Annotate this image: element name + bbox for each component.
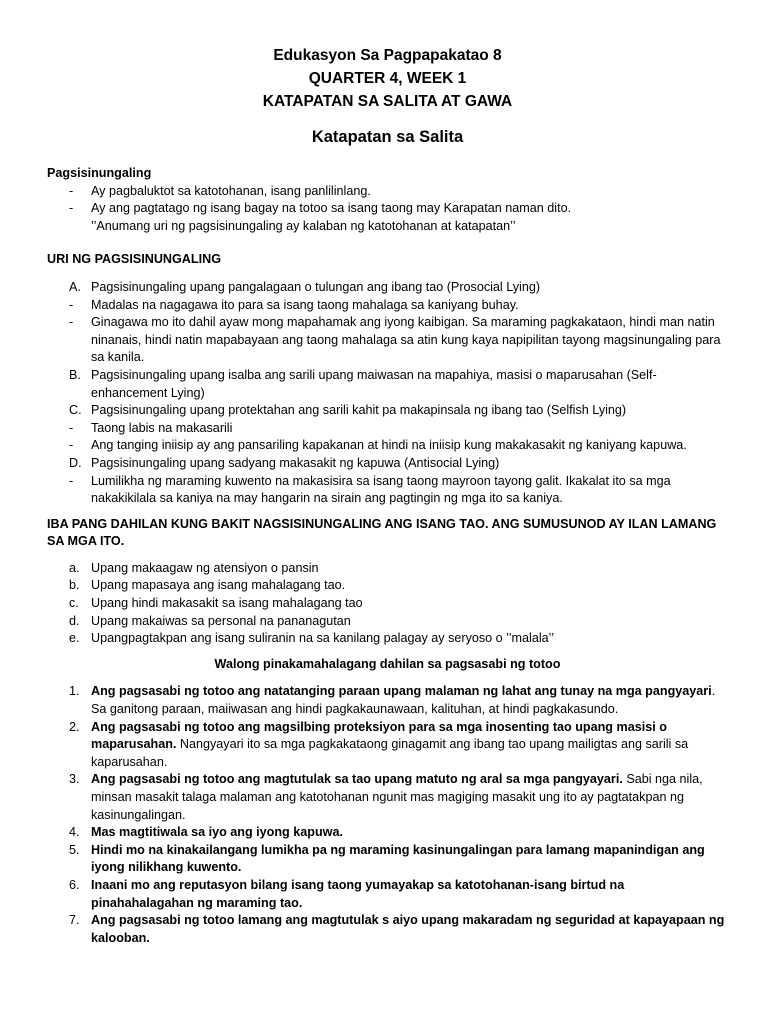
list-marker: - <box>69 473 74 488</box>
list-marker: - <box>69 420 74 435</box>
uri-section <box>47 251 728 507</box>
list-item-text: Lumilikha ng maraming kuwento na makasisira sa isang taong mayroon tayong galit. Ikakalat ito sa mga nakakikilala sa kaniya na may hangarin na sirain ang pagtingin ng mga ito sa kaniya. <box>91 473 671 506</box>
list-item-text: Ay pagbaluktot sa katotohanan, isang panlilinlang. <box>91 183 371 198</box>
list-item <box>47 420 728 438</box>
list-marker: c. <box>69 596 79 611</box>
list-item-text: Upang mapasaya ang isang mahalagang tao. <box>91 578 346 593</box>
list-item <box>47 577 728 595</box>
list-item-text: Ang pagsasabi ng totoo ang magsilbing proteksiyon para sa mga inosenting tao upang masisi o maparusahan. Nangyayari ito sa mga pagkakataong ginagamit ang ibang tao upang mailigtas ang sarili sa kaparusahan. <box>91 719 689 769</box>
list-item <box>47 824 728 842</box>
list-marker: - <box>69 297 74 312</box>
list-item-text: Pagsisinungaling upang pangalagaan o tulungan ang ibang tao (Prosocial Lying) <box>91 279 541 294</box>
list-item <box>47 912 728 947</box>
uri-heading: URI NG PAGSISINUNGALING <box>47 252 221 267</box>
list-marker: B. <box>69 367 81 382</box>
list-item-text: Ang pagsasabi ng totoo ang natatanging paraan upang malaman ng lahat ang tunay na mga pangyayari. Sa ganitong paraan, maiiwasan ang hindi pagkakaunawaan, kalituhan, at hindi pagkakasundo. <box>91 684 716 717</box>
list-item-text: Taong labis na makasarili <box>91 420 233 435</box>
list-item-text: Upangpagtakpan ang isang suliranin na sa kanilang palagay ay seryoso o ’’malala’’ <box>91 631 555 646</box>
list-item <box>47 314 728 367</box>
list-marker: C. <box>69 403 82 418</box>
list-marker: - <box>69 183 74 198</box>
walong-heading: Walong pinakamahalagang dahilan sa pagsasabi ng totoo <box>214 656 561 671</box>
list-item-text: Pagsisinungaling upang isalba ang sarili upang maiwasan na mapahiya, masisi o maparusahan (Self-enhancement Lying) <box>91 367 657 400</box>
list-item <box>47 402 728 420</box>
list-item <box>47 297 728 315</box>
list-item <box>47 367 728 402</box>
document-header <box>47 0 728 148</box>
course-title: Edukasyon Sa Pagpapakatao 8 <box>273 47 502 64</box>
list-item <box>47 719 728 772</box>
list-item-text: Ang pagsasabi ng totoo ang magtutulak sa tao upang matuto ng aral sa mga pangyayari. Sabi nga nila, minsan masakit talaga malaman ang katotohanan ngunit mas magiging masakit ung ito ay pagtatakpan ng kasinungalingan. <box>91 772 703 822</box>
list-item <box>47 560 728 578</box>
list-marker: - <box>69 315 74 330</box>
iba-heading: IBA PANG DAHILAN KUNG BAKIT NAGSISINUNGALING ANG ISANG TAO. ANG SUMUSUNOD AY ILAN LAMANG SA MGA ITO. <box>47 516 717 549</box>
list-item-text: Upang hindi makasakit sa isang mahalagang tao <box>91 596 363 611</box>
list-item <box>47 595 728 613</box>
list-marker: 7. <box>69 913 80 928</box>
list-item-text: Ay ang pagtatago ng isang bagay na totoo sa isang taong may Karapatan naman dito. <box>91 201 572 216</box>
list-item-text: Hindi mo na kinakailangang lumikha pa ng maraming kasinungalingan para lamang mapanindigan ang iyong nilikhang kuwento. <box>91 842 705 875</box>
list-item <box>47 279 728 297</box>
list-item <box>47 200 728 218</box>
list-marker: a. <box>69 560 80 575</box>
pagsisinungaling-section <box>47 165 728 235</box>
list-item-text: Pagsisinungaling upang sadyang makasakit ng kapuwa (Antisocial Lying) <box>91 455 500 470</box>
list-item-text: Upang makaiwas sa personal na pananagutan <box>91 613 351 628</box>
list-marker: 6. <box>69 877 80 892</box>
list-item-text: Inaani mo ang reputasyon bilang isang taong yumayakap sa katotohanan-isang birtud na pinahahalagahan ng maraming tao. <box>91 877 625 910</box>
list-marker: d. <box>69 613 80 628</box>
list-item <box>47 771 728 824</box>
walong-section <box>47 656 728 948</box>
list-item-text: Ang tanging iniisip ay ang pansariling kapakanan at hindi na iniisip kung makakasakit ng kaniyang kapuwa. <box>91 438 687 453</box>
list-item <box>47 613 728 631</box>
list-item-text: Ginagawa mo ito dahil ayaw mong mapahamak ang iyong kaibigan. Sa maraming pagkakataon, hindi man natin ninanais, hindi natin mapabayaan ang taong mahalaga sa atin kung kaya napipilitan tayong magsinungaling para sa kanila. <box>91 315 721 365</box>
list-marker: A. <box>69 279 81 294</box>
list-item <box>47 842 728 877</box>
list-marker: 3. <box>69 772 80 787</box>
list-item <box>47 455 728 473</box>
list-marker: 4. <box>69 825 80 840</box>
quote-line: ’’Anumang uri ng pagsisinungaling ay kalaban ng katotohanan at katapatan’’ <box>91 218 516 233</box>
list-marker: - <box>69 201 74 216</box>
list-item-text: Upang makaagaw ng atensiyon o pansin <box>91 560 319 575</box>
list-item-text: Pagsisinungaling upang protektahan ang sarili kahit pa makapinsala ng ibang tao (Selfish Lying) <box>91 403 627 418</box>
list-item <box>47 877 728 912</box>
pagsisinungaling-heading: Pagsisinungaling <box>47 166 152 180</box>
section-subtitle: Katapatan sa Salita <box>311 128 464 146</box>
list-item <box>47 437 728 455</box>
quarter-week: QUARTER 4, WEEK 1 <box>308 70 467 87</box>
lesson-title: KATAPATAN SA SALITA AT GAWA <box>262 93 513 110</box>
iba-section <box>47 516 728 648</box>
list-item <box>47 630 728 648</box>
list-marker: - <box>69 438 74 453</box>
list-item <box>47 183 728 201</box>
list-item-text: Ang pagsasabi ng totoo lamang ang magtutulak s aiyo upang makaradam ng seguridad at kapayapaan ng kalooban. <box>91 913 725 945</box>
list-item-text: Madalas na nagagawa ito para sa isang taong mahalaga sa kaniyang buhay. <box>91 297 519 312</box>
list-marker: 2. <box>69 719 80 734</box>
list-marker: 5. <box>69 842 80 857</box>
list-marker: e. <box>69 631 80 646</box>
list-item <box>47 683 728 718</box>
list-item <box>47 473 728 508</box>
list-item-text: Mas magtitiwala sa iyo ang iyong kapuwa. <box>91 825 343 840</box>
list-marker: b. <box>69 578 80 593</box>
list-marker: 1. <box>69 684 80 699</box>
list-marker: D. <box>69 455 82 470</box>
